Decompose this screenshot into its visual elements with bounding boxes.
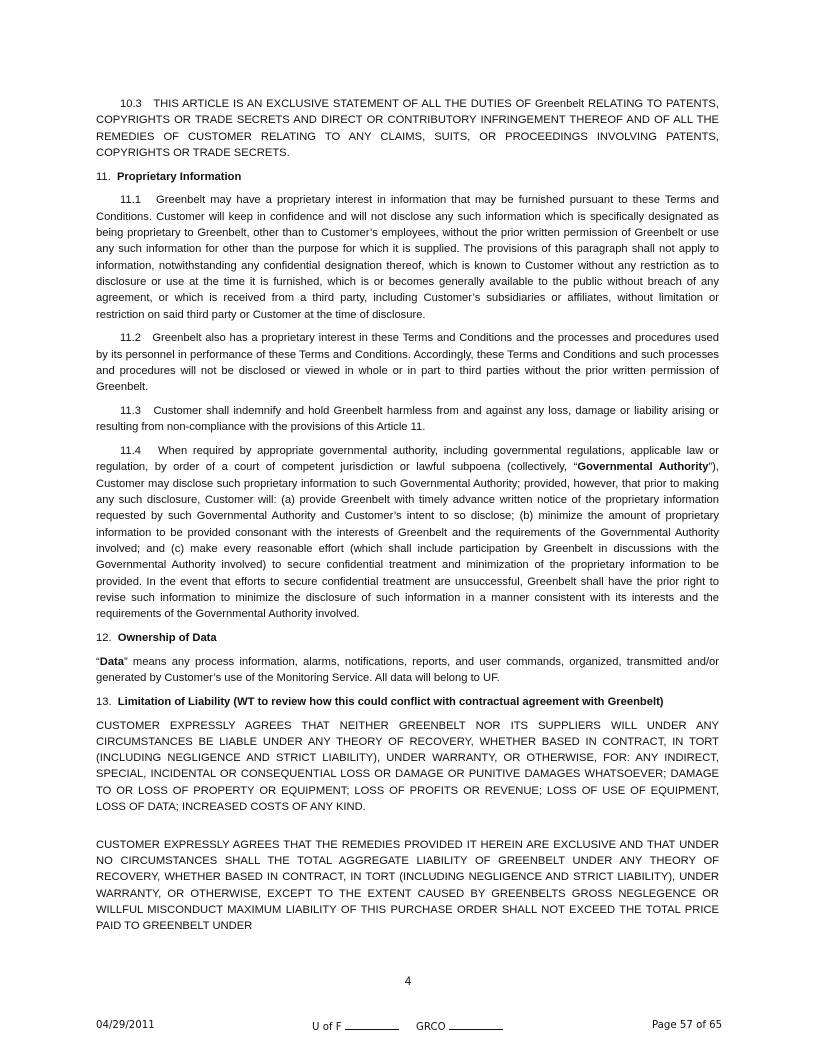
page-number: 4 xyxy=(404,976,412,988)
paragraph-12 xyxy=(96,654,719,687)
paragraph-11-4-part-b: ”), Customer may disclose such proprietary information to such Governmental Authority; provided, however, that prior to making any such disclosure, Customer will: (a) provide Greenbelt with timely advance written notice of the proprietary information requested by such Governmental Authority and Customer’s intent to so disclose; (b) minimize the amount of proprietary information to be provided consonant with the interests of Greenbelt and the requirements of the Governmental Authority involved; and (c) make every reasonable effort (which shall include participation by Greenbelt in discussions with the Governmental Authority involved) to secure confidential treatment and minimization of the proprietary information to be provided. In the event that efforts to secure confidential treatment are unsuccessful, Greenbelt shall have the prior right to revise such information to minimize the disclosure of such information in a manner consistent with its interests and the requirements of the Governmental Authority involved. xyxy=(96,461,719,621)
section-title: Limitation of Liability (WT to review how this could conflict with contractual agreement with Greenbelt) xyxy=(117,695,664,708)
paragraph-11-1: 11.1 Greenbelt may have a proprietary interest in information that may be furnished pursuant to these Terms and Conditions. Customer will keep in confidence and will not disclose any such information which is specifically designated as being proprietary to Greenbelt, other than to Customer’s employees, without the prior written permission of Greenbelt or use any such information for other than the purpose for which it is supplied. The provisions of this paragraph shall not apply to information, notwithstanding any confidential designation thereof, which is known to Customer without any restriction as to disclosure or use at the time it is furnished, which is or becomes generally available to the public without breach of any agreement, or which is received from a third party, including Customer’s subsidiaries or affiliates, without limitation or restriction on said third party or Customer at the time of disclosure. xyxy=(96,194,719,321)
section-12-heading xyxy=(96,630,719,646)
paragraph-11-4 xyxy=(96,443,719,622)
section-number: 13. xyxy=(96,695,112,708)
footer-page-count: Page 57 of 65 xyxy=(652,1020,723,1031)
paragraph-13-2: CUSTOMER EXPRESSLY AGREES THAT THE REMEDIES PROVIDED IT HEREIN ARE EXCLUSIVE AND THAT UNDER NO CIRCUMSTANCES SHALL THE TOTAL AGGREGATE LIABILITY OF GREENBELT UNDER ANY THEORY OF RECOVERY, WHETHER BASED IN CONTRACT, IN TORT (INCLUDING NEGLIGENCE AND STRICT LIABILITY), UNDER WARRANTY, OR OTHERWISE, EXCEPT TO THE EXTENT CAUSED BY GREENBELTS GROSS NEGLEGENCE OR WILLFUL MISCONDUCT MAXIMUM LIABILITY OF THIS PURCHASE ORDER SHALL NOT EXCEED THE TOTAL PRICE PAID TO GREENBELT UNDER xyxy=(96,838,719,933)
defined-term-governmental-authority: Governmental Authority xyxy=(577,461,709,474)
section-number: 12. xyxy=(96,631,112,644)
paragraph-11-4-part-a: 11.4 When required by appropriate governmental authority, including governmental regulations, applicable law or regulation, by order of a court of competent jurisdiction or lawful subpoena (collectively, “ xyxy=(96,445,719,474)
paragraph-12-text: ” means any process information, alarms, notifications, reports, and user commands, organized, transmitted and/or generated by Customer’s use of the Monitoring Service. All data will belong to UF. xyxy=(96,655,719,684)
section-13-heading xyxy=(96,694,719,710)
section-number: 11. xyxy=(96,170,111,183)
uof-signature-line xyxy=(345,1020,399,1030)
footer-grco-initials xyxy=(416,1020,503,1033)
footer-uof-initials xyxy=(312,1020,399,1033)
uof-label: U of F xyxy=(312,1022,342,1033)
paragraph-11-2: 11.2 Greenbelt also has a proprietary interest in these Terms and Conditions and the processes and procedures used by its personnel in performance of these Terms and Conditions. Accordingly, these Terms and Conditions and such processes and procedures will not be disclosed or viewed in whole or in part to third parties without the prior written permission of Greenbelt. xyxy=(96,332,719,394)
defined-term-data: Data xyxy=(99,655,124,668)
footer-date: 04/29/2011 xyxy=(96,1020,155,1031)
document-body xyxy=(96,96,719,942)
section-title: Proprietary Information xyxy=(116,170,242,183)
grco-signature-line xyxy=(449,1020,503,1030)
paragraph-11-3: 11.3 Customer shall indemnify and hold Greenbelt harmless from and against any loss, damage or liability arising or resulting from non-compliance with the provisions of this Article 11. xyxy=(96,405,719,434)
open-quote: “ xyxy=(96,655,100,668)
paragraph-10-3: 10.3 THIS ARTICLE IS AN EXCLUSIVE STATEMENT OF ALL THE DUTIES OF Greenbelt RELATING TO PATENTS, COPYRIGHTS OR TRADE SECRETS AND DIRECT OR CONTRIBUTORY INFRINGEMENT THEREOF AND OF ALL THE REMEDIES OF CUSTOMER RELATING TO ANY CLAIMS, SUITS, OR PROCEEDINGS INVOLVING PATENTS, COPYRIGHTS OR TRADE SECRETS. xyxy=(96,98,719,159)
spacer xyxy=(96,823,719,837)
grco-label: GRCO xyxy=(416,1022,446,1033)
section-11-heading xyxy=(96,169,719,185)
section-title: Ownership of Data xyxy=(117,631,217,644)
paragraph-13-1: CUSTOMER EXPRESSLY AGREES THAT NEITHER GREENBELT NOR ITS SUPPLIERS WILL UNDER ANY CIRCUMSTANCES BE LIABLE UNDER ANY THEORY OF RECOVERY, WHETHER BASED IN CONTRACT, IN TORT (INCLUDING NEGLIGENCE AND STRICT LIABILITY), UNDER WARRANTY, OR OTHERWISE, FOR: ANY INDIRECT, SPECIAL, INCIDENTAL OR CONSEQUENTIAL LOSS OR DAMAGE OR PUNITIVE DAMAGES WHATSOEVER; DAMAGE TO OR LOSS OF PROPERTY OR EQUIPMENT; LOSS OF PROFITS OR REVENUE; LOSS OF USE OF EQUIPMENT, LOSS OF DATA; INCREASED COSTS OF ANY KIND. xyxy=(96,719,719,814)
